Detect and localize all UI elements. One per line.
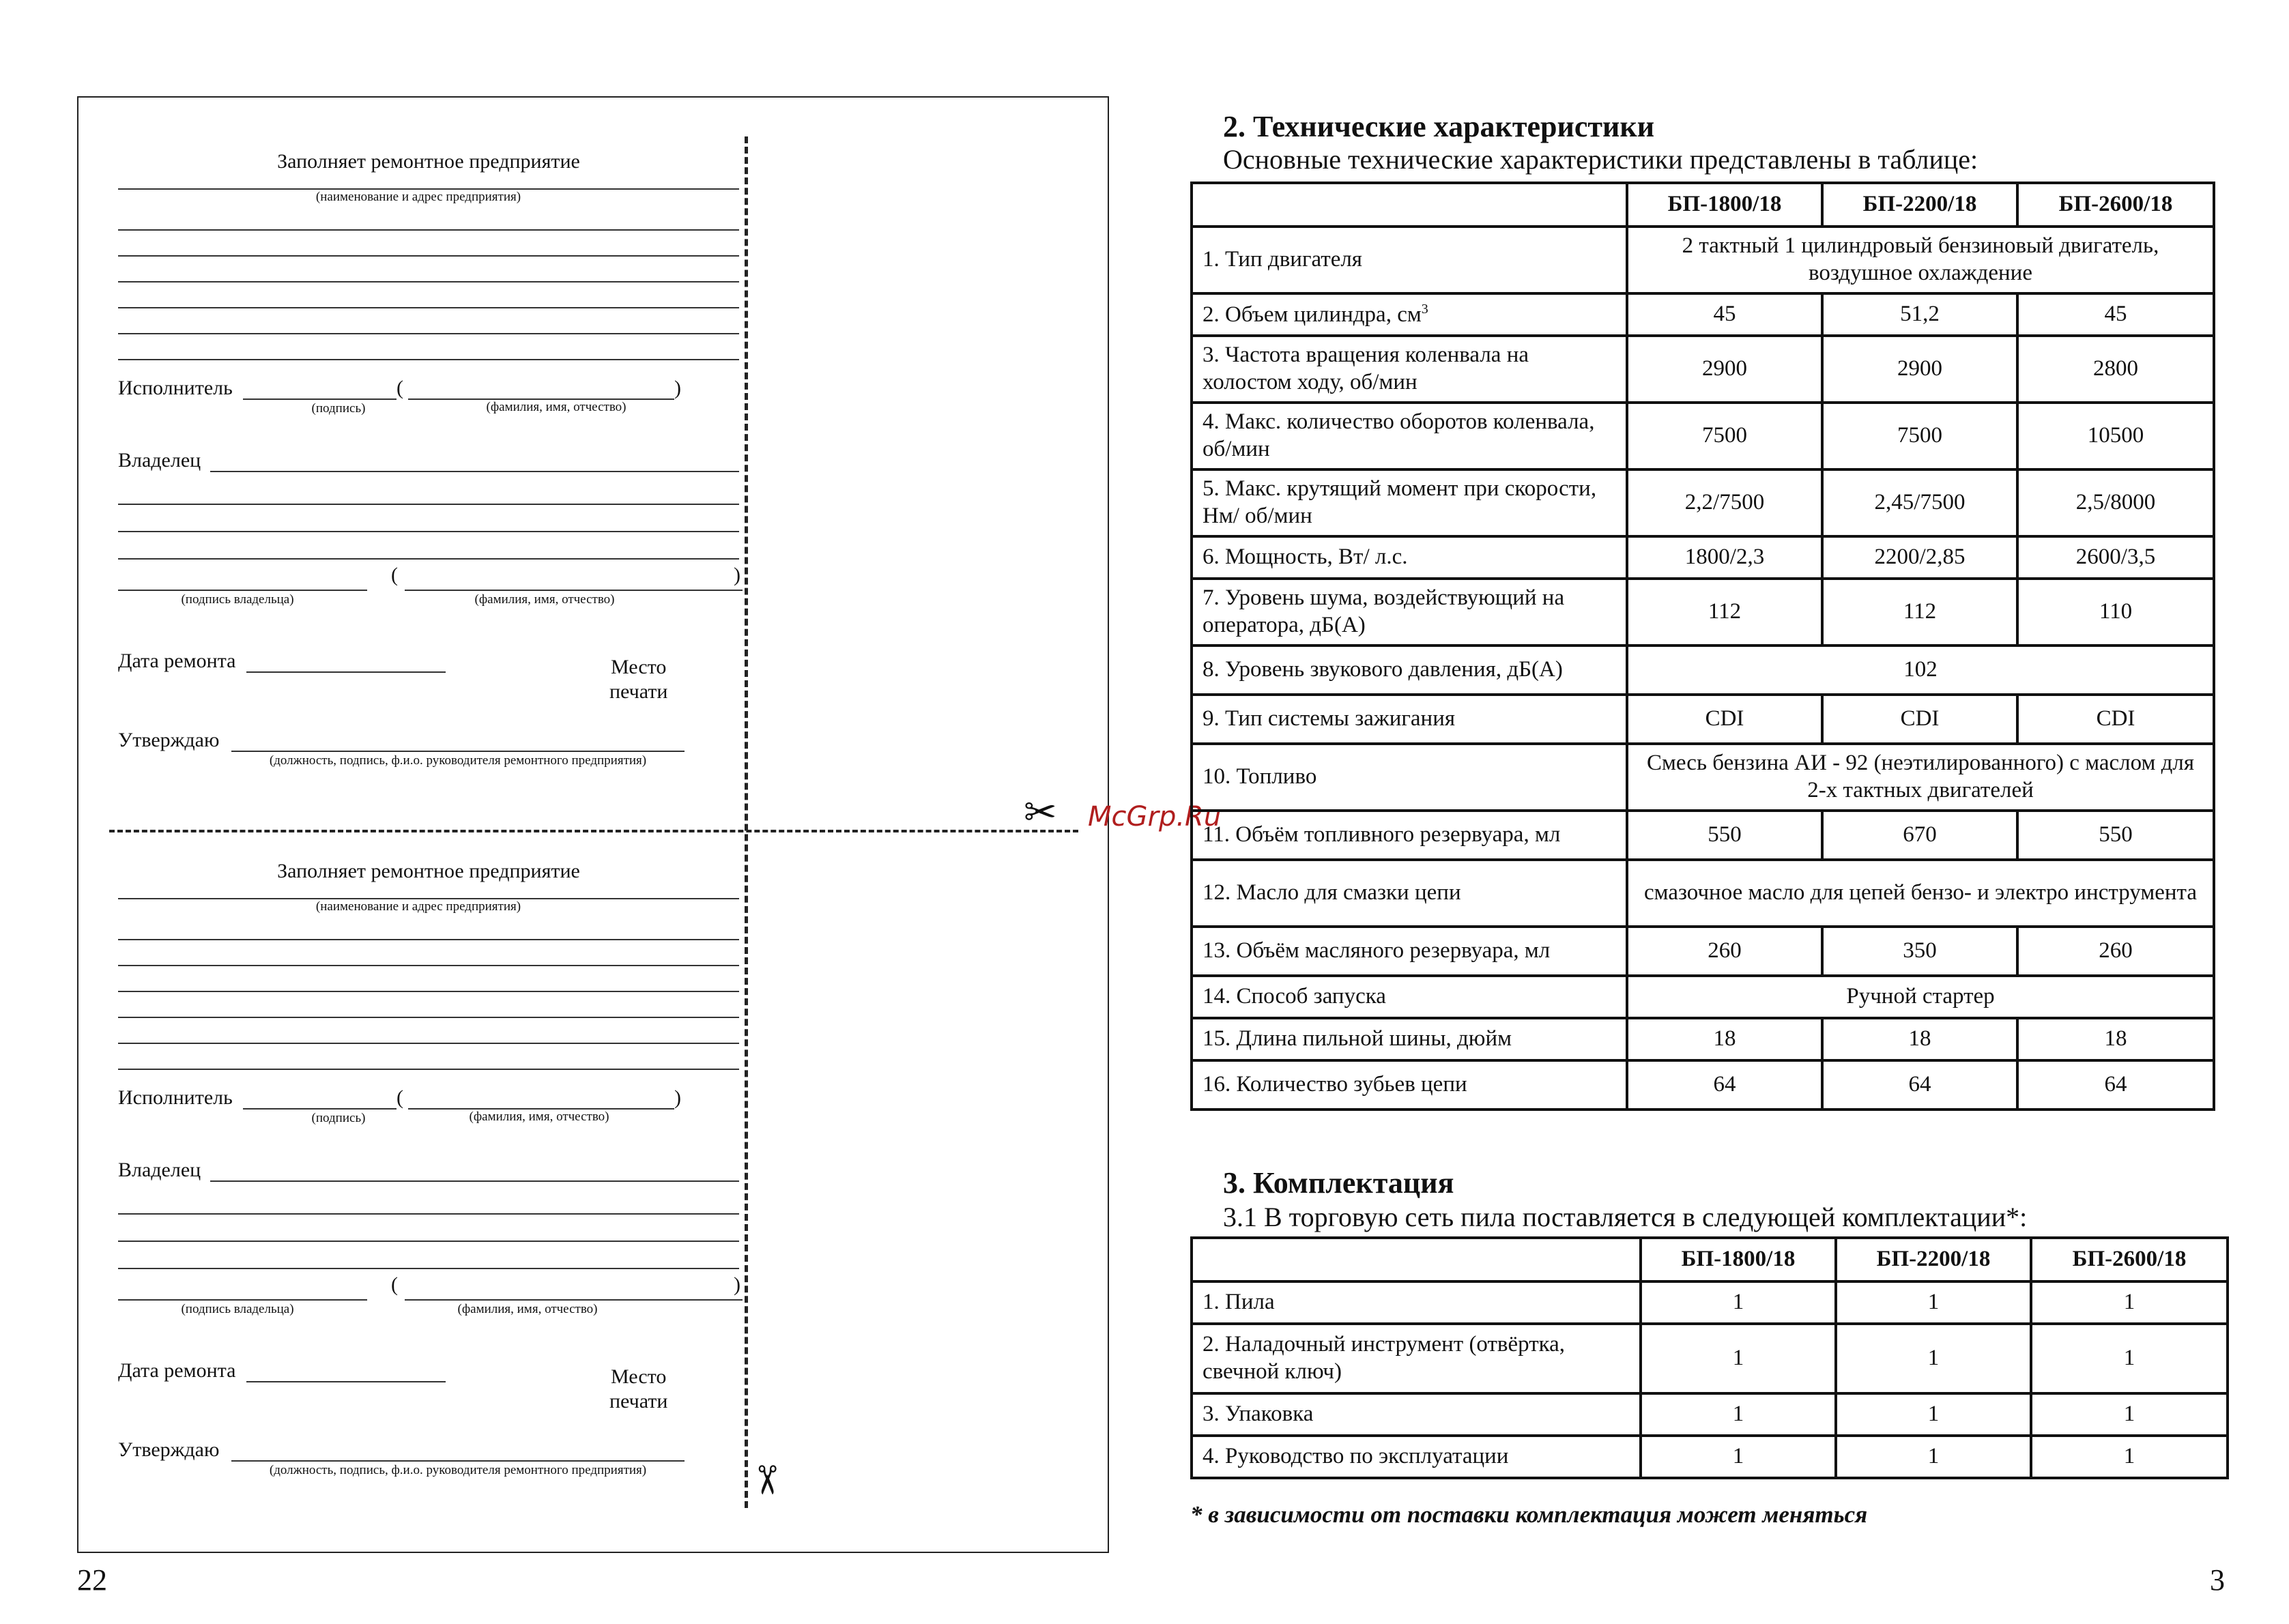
row-label	[1192, 579, 1627, 646]
value-cell: 550	[2017, 811, 2214, 860]
row-label	[1192, 403, 1627, 469]
row-label-text: 12. Масло для смазки цепи	[1203, 880, 1461, 905]
owner-field[interactable]	[118, 558, 739, 560]
value-cell: 18	[2017, 1018, 2214, 1060]
open-paren: (	[391, 564, 398, 586]
value-cell: 550	[1627, 811, 1822, 860]
value-cell: 10500	[2017, 403, 2214, 469]
page-number-right: 3	[2210, 1563, 2225, 1597]
row-label	[1192, 646, 1627, 695]
table-row	[1192, 811, 2214, 860]
open-paren: (	[397, 1086, 403, 1109]
watermark: McGrp.Ru	[1088, 801, 1222, 832]
row-label-text: 3. Частота вращения коленвала на холостом ходу, об/мин	[1203, 343, 1529, 394]
table-row	[1192, 744, 2214, 811]
table-row	[1192, 1060, 2214, 1110]
owner-field[interactable]	[118, 1213, 739, 1215]
row-label-text: 10. Топливо	[1203, 764, 1317, 789]
enterprise-field[interactable]	[118, 255, 739, 257]
owner-label: Владелец	[118, 1159, 201, 1181]
row-label-text: 5. Макс. крутящий момент при скорости, Нм/ об/мин	[1203, 476, 1597, 528]
row-label	[1192, 811, 1627, 860]
kit-table	[1190, 1236, 2229, 1479]
approve-field[interactable]	[231, 1460, 685, 1462]
column-header: БП-2200/18	[1822, 183, 2017, 227]
row-label	[1192, 1436, 1641, 1478]
table-row	[1192, 1393, 2228, 1436]
row-label-text: 16. Количество зубьев цепи	[1203, 1072, 1467, 1097]
owner-name-caption: (фамилия, имя, отчество)	[457, 1302, 598, 1316]
row-label-text: 1. Пила	[1203, 1290, 1275, 1315]
merged-value-cell: 102	[1627, 646, 2214, 695]
row-label	[1192, 293, 1627, 336]
row-label-text: 2. Наладочный инструмент (отвёртка, свечной ключ)	[1203, 1332, 1566, 1384]
owner-name-caption: (фамилия, имя, отчество)	[474, 592, 615, 607]
close-paren: )	[734, 1273, 740, 1296]
value-cell: 260	[1627, 927, 1822, 976]
owner-name-field[interactable]	[405, 1299, 743, 1301]
row-label	[1192, 744, 1627, 811]
table-row	[1192, 646, 2214, 695]
repair-form-top	[118, 136, 739, 805]
owner-signature-field[interactable]	[118, 590, 367, 591]
value-cell: 2,45/7500	[1822, 469, 2017, 536]
value-cell: 1	[2031, 1436, 2228, 1478]
row-label	[1192, 536, 1627, 579]
owner-field[interactable]	[210, 1180, 739, 1182]
column-header: БП-2600/18	[2031, 1238, 2228, 1281]
value-cell: 2900	[1822, 336, 2017, 403]
page-number-left: 22	[77, 1563, 107, 1597]
enterprise-field[interactable]	[118, 229, 739, 231]
stamp-place: Место печати	[609, 656, 668, 703]
enterprise-field[interactable]	[118, 359, 739, 360]
row-label-text: 14. Способ запуска	[1203, 984, 1386, 1009]
row-label	[1192, 695, 1627, 744]
repair-form-bottom	[118, 846, 739, 1515]
value-cell: 112	[1822, 579, 2017, 646]
owner-signature-caption: (подпись владельца)	[181, 1302, 294, 1316]
column-header: БП-1800/18	[1641, 1238, 1836, 1281]
stamp-place: Место печати	[609, 1365, 668, 1412]
close-paren: )	[674, 377, 681, 399]
owner-field[interactable]	[210, 471, 739, 472]
owner-signature-caption: (подпись владельца)	[181, 592, 294, 607]
specs-intro: Основные технические характеристики представлены в таблице:	[1223, 144, 1978, 175]
value-cell: 64	[2017, 1060, 2214, 1110]
enterprise-field[interactable]	[118, 333, 739, 334]
enterprise-field[interactable]	[118, 307, 739, 308]
signature-caption: (подпись)	[311, 401, 366, 416]
value-cell: 18	[1822, 1018, 2017, 1060]
value-cell: 1	[1641, 1324, 1836, 1393]
value-cell: 1800/2,3	[1627, 536, 1822, 579]
table-header-row	[1192, 183, 2214, 227]
row-label-text: 9. Тип системы зажигания	[1203, 706, 1456, 731]
signature-caption: (подпись)	[311, 1111, 366, 1125]
value-cell: 260	[2017, 927, 2214, 976]
row-label	[1192, 1060, 1627, 1110]
row-label	[1192, 860, 1627, 927]
row-label-text: 1. Тип двигателя	[1203, 247, 1362, 272]
row-label-text: 3. Упаковка	[1203, 1402, 1314, 1427]
enterprise-field[interactable]	[118, 1069, 739, 1070]
form-title: Заполняет ремонтное предприятие	[277, 150, 580, 173]
empty-header-cell	[1192, 183, 1627, 227]
table-row	[1192, 403, 2214, 469]
row-label	[1192, 336, 1627, 403]
name-caption: (фамилия, имя, отчество)	[486, 400, 627, 414]
value-cell: 1	[1641, 1393, 1836, 1436]
owner-field[interactable]	[118, 504, 739, 505]
value-cell: 1	[1836, 1436, 2031, 1478]
table-row	[1192, 536, 2214, 579]
row-label	[1192, 469, 1627, 536]
column-header: БП-2600/18	[2017, 183, 2214, 227]
value-cell: CDI	[2017, 695, 2214, 744]
table-row	[1192, 469, 2214, 536]
owner-signature-field[interactable]	[118, 1299, 367, 1301]
table-row	[1192, 293, 2214, 336]
value-cell: 1	[1641, 1436, 1836, 1478]
form-title: Заполняет ремонтное предприятие	[277, 860, 580, 882]
executor-label: Исполнитель	[118, 377, 233, 399]
executor-label: Исполнитель	[118, 1086, 233, 1109]
value-cell: 2800	[2017, 336, 2214, 403]
row-label-text: 4. Руководство по эксплуатации	[1203, 1444, 1509, 1469]
row-label	[1192, 227, 1627, 293]
value-cell: CDI	[1627, 695, 1822, 744]
row-label	[1192, 1393, 1641, 1436]
value-cell: 1	[1836, 1393, 2031, 1436]
enterprise-caption: (наименование и адрес предприятия)	[315, 899, 521, 914]
scissors-icon: ✂	[744, 1463, 789, 1497]
value-cell: 110	[2017, 579, 2214, 646]
approve-label: Утверждаю	[118, 729, 220, 751]
row-label-text: 13. Объём масляного резервуара, мл	[1203, 938, 1551, 963]
enterprise-field[interactable]	[118, 281, 739, 282]
unit-superscript: 3	[1421, 301, 1428, 317]
owner-field[interactable]	[118, 1268, 739, 1269]
value-cell: 1	[1836, 1281, 2031, 1324]
row-label-text: 6. Мощность, Вт/ л.с.	[1203, 545, 1408, 570]
value-cell: 7500	[1627, 403, 1822, 469]
merged-value-cell: Ручной стартер	[1627, 976, 2214, 1018]
row-label-text: 7. Уровень шума, воздействующий на оператора, дБ(А)	[1203, 585, 1565, 637]
approve-field[interactable]	[231, 751, 685, 752]
open-paren: (	[397, 377, 403, 399]
value-cell: CDI	[1822, 695, 2017, 744]
value-cell: 18	[1627, 1018, 1822, 1060]
owner-field[interactable]	[118, 531, 739, 532]
value-cell: 1	[1641, 1281, 1836, 1324]
executor-signature-field[interactable]	[243, 1108, 397, 1110]
repair-date-label: Дата ремонта	[118, 650, 236, 672]
table-row	[1192, 1018, 2214, 1060]
column-header: БП-1800/18	[1627, 183, 1822, 227]
owner-field[interactable]	[118, 1241, 739, 1242]
row-label-text: 15. Длина пильной шины, дюйм	[1203, 1026, 1512, 1052]
owner-name-field[interactable]	[405, 590, 743, 591]
open-paren: (	[391, 1273, 398, 1296]
table-row	[1192, 336, 2214, 403]
value-cell: 7500	[1822, 403, 2017, 469]
value-cell: 2200/2,85	[1822, 536, 2017, 579]
table-header-row	[1192, 1238, 2228, 1281]
table-row	[1192, 860, 2214, 927]
value-cell: 1	[1836, 1324, 2031, 1393]
row-label-text: 11. Объём топливного резервуара, мл	[1203, 822, 1561, 847]
repair-date-field[interactable]	[246, 671, 446, 673]
row-label	[1192, 1324, 1641, 1393]
specs-heading: 2. Технические характеристики	[1223, 110, 1655, 143]
row-label	[1192, 927, 1627, 976]
close-paren: )	[674, 1086, 681, 1109]
enterprise-field[interactable]	[118, 991, 739, 992]
value-cell: 45	[2017, 293, 2214, 336]
scissors-icon: ✂	[1024, 790, 1057, 835]
name-caption: (фамилия, имя, отчество)	[469, 1110, 609, 1124]
kit-footnote: * в зависимости от поставки комплектация может меняться	[1190, 1501, 1868, 1528]
kit-intro: 3.1 В торговую сеть пила поставляется в следующей комплектации*:	[1223, 1202, 2028, 1232]
approve-caption: (должность, подпись, ф.и.о. руководителя ремонтного предприятия)	[269, 753, 647, 768]
empty-header-cell	[1192, 1238, 1641, 1281]
value-cell: 64	[1822, 1060, 2017, 1110]
table-row	[1192, 227, 2214, 293]
approve-label: Утверждаю	[118, 1438, 220, 1461]
value-cell: 670	[1822, 811, 2017, 860]
value-cell: 1	[2031, 1281, 2228, 1324]
table-row	[1192, 579, 2214, 646]
horizontal-cut-line	[109, 830, 1078, 832]
executor-signature-field[interactable]	[243, 398, 397, 400]
table-row	[1192, 695, 2214, 744]
table-row	[1192, 1436, 2228, 1478]
row-label-text: 4. Макс. количество оборотов коленвала, об/мин	[1203, 409, 1595, 461]
merged-value-cell: Смесь бензина АИ - 92 (неэтилированного) с маслом для 2-х тактных двигателей	[1627, 744, 2214, 811]
specs-table	[1190, 182, 2215, 1111]
value-cell: 2,5/8000	[2017, 469, 2214, 536]
merged-value-cell: 2 тактный 1 цилиндровый бензиновый двигатель, воздушное охлаждение	[1627, 227, 2214, 293]
value-cell: 2900	[1627, 336, 1822, 403]
kit-heading: 3. Комплектация	[1223, 1166, 1454, 1200]
enterprise-field[interactable]	[118, 1043, 739, 1044]
row-label	[1192, 1281, 1641, 1324]
value-cell: 2600/3,5	[2017, 536, 2214, 579]
row-label	[1192, 1018, 1627, 1060]
owner-label: Владелец	[118, 449, 201, 472]
value-cell: 64	[1627, 1060, 1822, 1110]
row-label-text: 8. Уровень звукового давления, дБ(А)	[1203, 657, 1563, 682]
row-label	[1192, 976, 1627, 1018]
value-cell: 51,2	[1822, 293, 2017, 336]
value-cell: 350	[1822, 927, 2017, 976]
vertical-cut-line	[745, 136, 748, 1508]
enterprise-caption: (наименование и адрес предприятия)	[315, 190, 521, 204]
table-row	[1192, 927, 2214, 976]
value-cell: 1	[2031, 1324, 2228, 1393]
repair-date-field[interactable]	[246, 1381, 446, 1382]
value-cell: 1	[2031, 1393, 2228, 1436]
column-header: БП-2200/18	[1836, 1238, 2031, 1281]
table-row	[1192, 1281, 2228, 1324]
enterprise-field[interactable]	[118, 1017, 739, 1018]
value-cell: 112	[1627, 579, 1822, 646]
close-paren: )	[734, 564, 740, 586]
enterprise-field[interactable]	[118, 965, 739, 966]
value-cell: 2,2/7500	[1627, 469, 1822, 536]
table-row	[1192, 976, 2214, 1018]
merged-value-cell: смазочное масло для цепей бензо- и электро инструмента	[1627, 860, 2214, 927]
row-label-text: 2. Объем цилиндра, см	[1203, 302, 1422, 327]
enterprise-field[interactable]	[118, 939, 739, 940]
repair-date-label: Дата ремонта	[118, 1359, 236, 1382]
table-row	[1192, 1324, 2228, 1393]
approve-caption: (должность, подпись, ф.и.о. руководителя ремонтного предприятия)	[269, 1463, 647, 1477]
value-cell: 45	[1627, 293, 1822, 336]
